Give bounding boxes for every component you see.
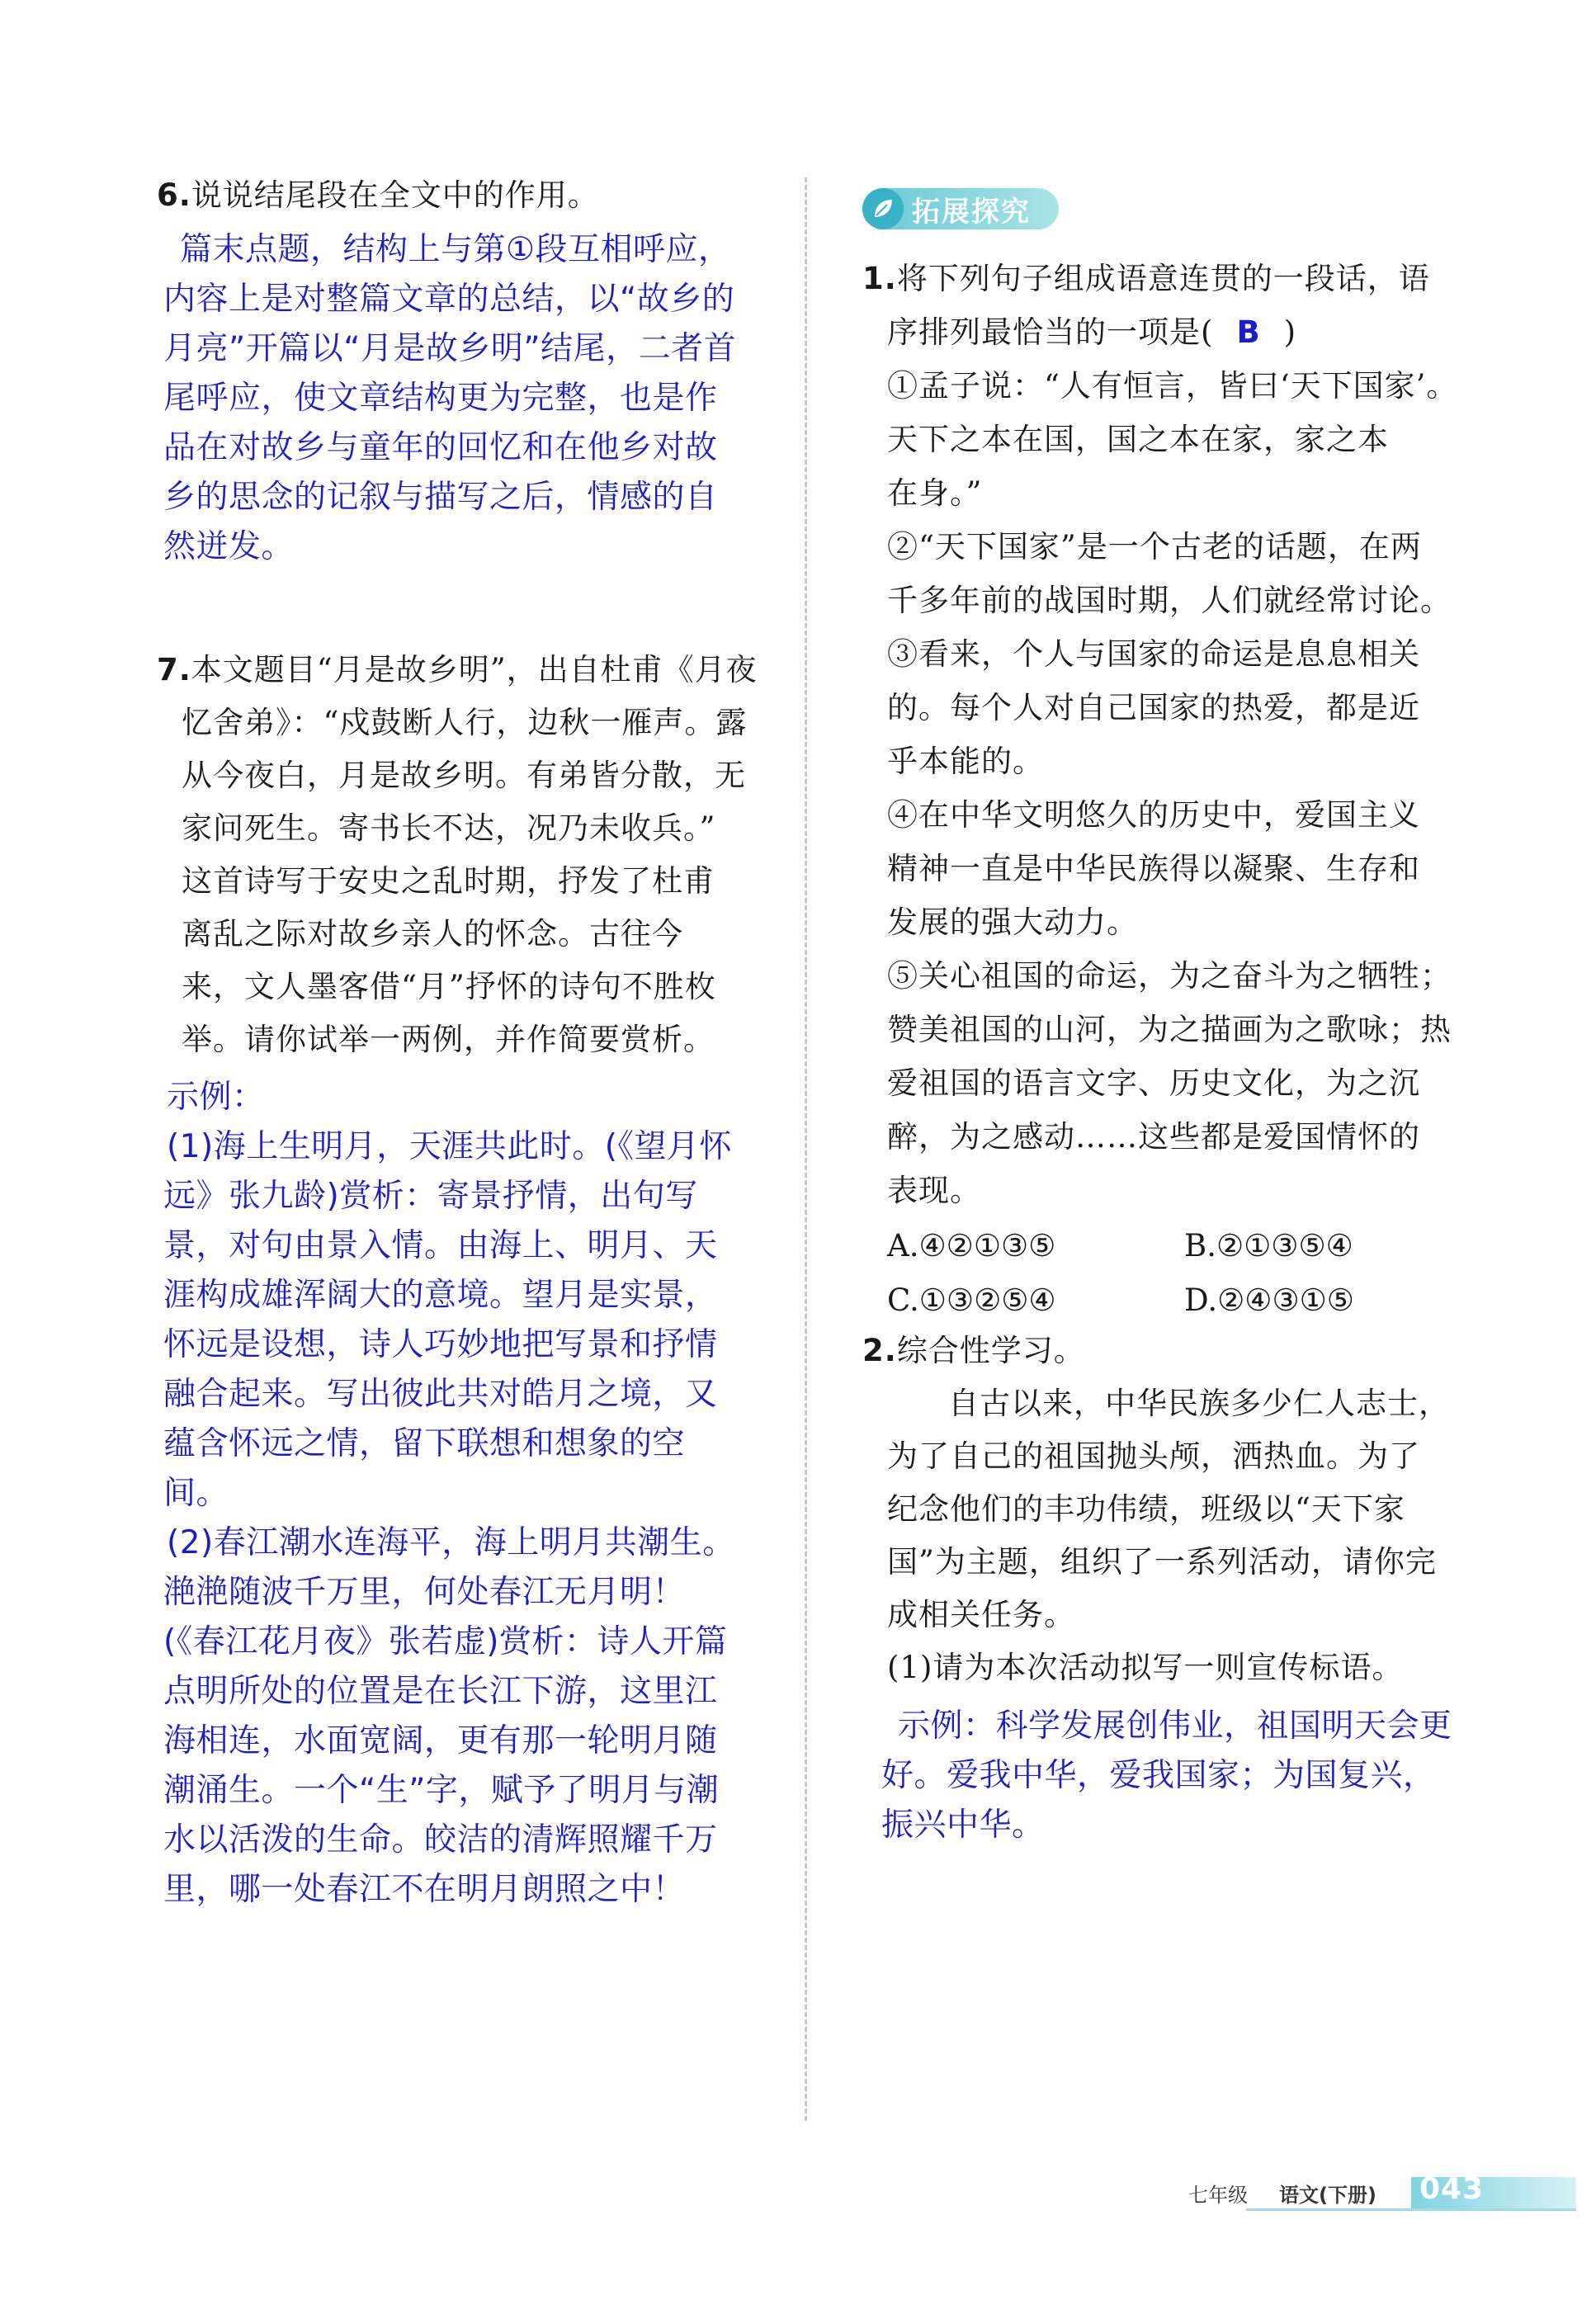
- sentence-item: ⑤关心祖国的命运，为之奋斗为之牺牲；: [887, 958, 1452, 994]
- answer-line: 内容上是对整篇文章的总结，以“故乡的: [163, 281, 735, 318]
- answer-choice: B: [1236, 314, 1261, 350]
- question-line: 来，文人墨客借“月”抒怀的诗句不胜枚: [182, 969, 716, 1004]
- sentence-item: 千多年前的战国时期，人们就经常讨论。: [887, 583, 1452, 618]
- intro-line: 为了自己的祖国抛头颅，洒热血。为了: [887, 1438, 1420, 1474]
- question-line: [157, 644, 784, 697]
- answer-line: 潮涌生。一个“生”字，赋予了明月与潮: [163, 1772, 720, 1809]
- question-line: 这首诗写于安史之乱时期，抒发了杜甫: [182, 863, 715, 899]
- sentence-item: 乎本能的。: [887, 744, 1044, 779]
- answer-line: 滟滟随波千万里，何处春江无月明！: [163, 1574, 686, 1611]
- section-tag-label: 拓展探究: [912, 195, 1031, 229]
- sub-question-1: (1)请为本次活动拟写一则宣传标语。: [887, 1650, 1404, 1685]
- sentence-item: ③看来，个人与国家的命运是息息相关: [887, 636, 1420, 672]
- answer-line: (1)海上生明月，天涯共此时。(《望月怀: [167, 1128, 732, 1165]
- answer-line: 景，对句由景入情。由海上、明月、天: [163, 1227, 718, 1264]
- option-a: A.④②①③⑤: [887, 1228, 1056, 1263]
- question-line: 家问死生。寄书长不达，况乃未收兵。”: [182, 810, 716, 846]
- question-text: 说说结尾段在全文中的作用。: [191, 177, 599, 213]
- answer-line: 示例：科学发展创伟业，祖国明天会更: [898, 1707, 1452, 1745]
- footer-rule: [1246, 2208, 1576, 2211]
- sentence-item: ①孟子说：“人有恒言，皆曰‘天下国家’。: [887, 368, 1458, 404]
- section-tag-pill: [862, 188, 1059, 229]
- question-text: 序排列最恰当的一项是(: [887, 314, 1214, 350]
- answer-line: 月亮”开篇以“月是故乡明”结尾，二者首: [163, 330, 737, 367]
- sentence-item: 表现。: [887, 1173, 981, 1208]
- answer-line: 好。爱我中华，爱我国家；为国复兴，: [881, 1757, 1436, 1794]
- answer-line: 蕴含怀远之情，留下联想和想象的空: [163, 1425, 686, 1462]
- question-text: ): [1283, 314, 1297, 350]
- answer-line: 间。: [163, 1475, 229, 1512]
- sentence-item: ②“天下国家”是一个古老的话题，在两: [887, 529, 1422, 564]
- question-number: 2.: [862, 1333, 897, 1368]
- sentence-item: 天下之本在国，国之本在家，家之本: [887, 422, 1389, 457]
- question-line: 举。请你试举一两例，并作简要赏析。: [182, 1022, 715, 1057]
- question-r2: [862, 1325, 1481, 1694]
- sentence-item: 在身。”: [887, 475, 983, 511]
- question-number: 7.: [157, 652, 191, 687]
- question-line: [862, 305, 1481, 359]
- answer-line: 示例：: [167, 1079, 265, 1116]
- option-c: C.①③②⑤④: [887, 1282, 1056, 1318]
- intro-line: 纪念他们的丰功伟绩，班级以“天下家: [887, 1491, 1405, 1527]
- answer-line: 点明所处的位置是在长江下游，这里江: [163, 1673, 718, 1710]
- answer-6: [163, 225, 774, 572]
- answer-7: [163, 1073, 778, 1915]
- sentence-item: 的。每个人对自己国家的热爱，都是近: [887, 690, 1420, 725]
- sentence-item: 赞美祖国的山河，为之描画为之歌咏；热: [887, 1012, 1452, 1047]
- page-footer: [1139, 2170, 1576, 2212]
- answer-line: 振兴中华。: [881, 1807, 1045, 1844]
- sentence-item: 醉，为之感动……这些都是爱国情怀的: [887, 1119, 1420, 1155]
- answer-line: 海相连，水面宽阔，更有那一轮明月随: [163, 1722, 718, 1759]
- intro-line: 国”为主题，组织了一系列活动，请你完: [887, 1544, 1437, 1580]
- column-divider: [805, 177, 807, 2121]
- answer-line: 乡的思念的记叙与描写之后，情感的自: [163, 479, 718, 516]
- answer-line: 篇末点题，结构上与第①段互相呼应，: [180, 231, 731, 268]
- leaf-icon-svg: [871, 196, 895, 221]
- leaf-icon: [862, 188, 904, 229]
- intro-line: 成相关任务。: [887, 1597, 1075, 1632]
- answer-line: 远》张九龄)赏析：寄景抒情，出句写: [163, 1178, 698, 1215]
- answer-line: 里，哪一处春江不在明月朗照之中！: [163, 1871, 686, 1908]
- question-text: 本文题目“月是故乡明”，出自杜甫《月夜: [191, 652, 758, 687]
- sentence-item: 爱祖国的语言文字、历史文化，为之沉: [887, 1065, 1420, 1101]
- answer-line: (2)春江潮水连海平，海上明月共潮生。: [167, 1524, 735, 1561]
- answer-options: [862, 1219, 1481, 1328]
- question-7: [157, 644, 784, 1066]
- option-d: D.②④③①⑤: [1184, 1282, 1354, 1318]
- page-number: 043: [1419, 2172, 1485, 2206]
- answer-line: 融合起来。写出彼此共对皓月之境，又: [163, 1376, 718, 1413]
- question-line: 离乱之际对故乡亲人的怀念。古往今: [182, 916, 683, 952]
- sentence-item: 精神一直是中华民族得以凝聚、生存和: [887, 851, 1420, 886]
- answer-line: 水以活泼的生命。皎洁的清辉照耀千万: [163, 1821, 718, 1859]
- answer-r2: [881, 1702, 1492, 1850]
- question-line: 从今夜白，月是故乡明。有弟皆分散，无: [182, 758, 746, 793]
- answer-line: 怀远是设想，诗人巧妙地把写景和抒情: [163, 1326, 718, 1363]
- question-r1: [862, 252, 1481, 1328]
- footer-grade: 七年级: [1188, 2184, 1248, 2207]
- question-6: [157, 169, 784, 222]
- intro-line: 自古以来，中华民族多少仁人志士，: [948, 1386, 1450, 1421]
- question-number: 6.: [157, 177, 191, 213]
- answer-line: 涯构成雄浑阔大的意境。望月是实景，: [163, 1277, 718, 1314]
- question-number: 1.: [862, 261, 897, 296]
- question-text: 综合性学习。: [896, 1333, 1085, 1368]
- question-line: [862, 1325, 1481, 1377]
- question-text: 将下列句子组成语意连贯的一段话，语: [896, 261, 1430, 296]
- section-tag: [862, 186, 1069, 232]
- question-line: [862, 252, 1481, 305]
- answer-line: 品在对故乡与童年的回忆和在他乡对故: [163, 429, 718, 466]
- answer-line: (《春江花月夜》张若虚)赏析：诗人开篇: [163, 1623, 728, 1660]
- answer-line: 然迸发。: [163, 528, 295, 565]
- option-b: B.②①③⑤④: [1184, 1228, 1353, 1263]
- question-6-prompt: [157, 169, 784, 222]
- question-line: 忆舍弟》：“戍鼓断人行，边秋一雁声。露: [182, 705, 748, 740]
- sentence-item: 发展的强大动力。: [887, 904, 1138, 940]
- footer-subject: 语文(下册): [1279, 2184, 1376, 2207]
- sentence-item: ④在中华文明悠久的历史中，爱国主义: [887, 797, 1420, 833]
- answer-line: 尾呼应，使文章结构更为完整，也是作: [163, 380, 718, 417]
